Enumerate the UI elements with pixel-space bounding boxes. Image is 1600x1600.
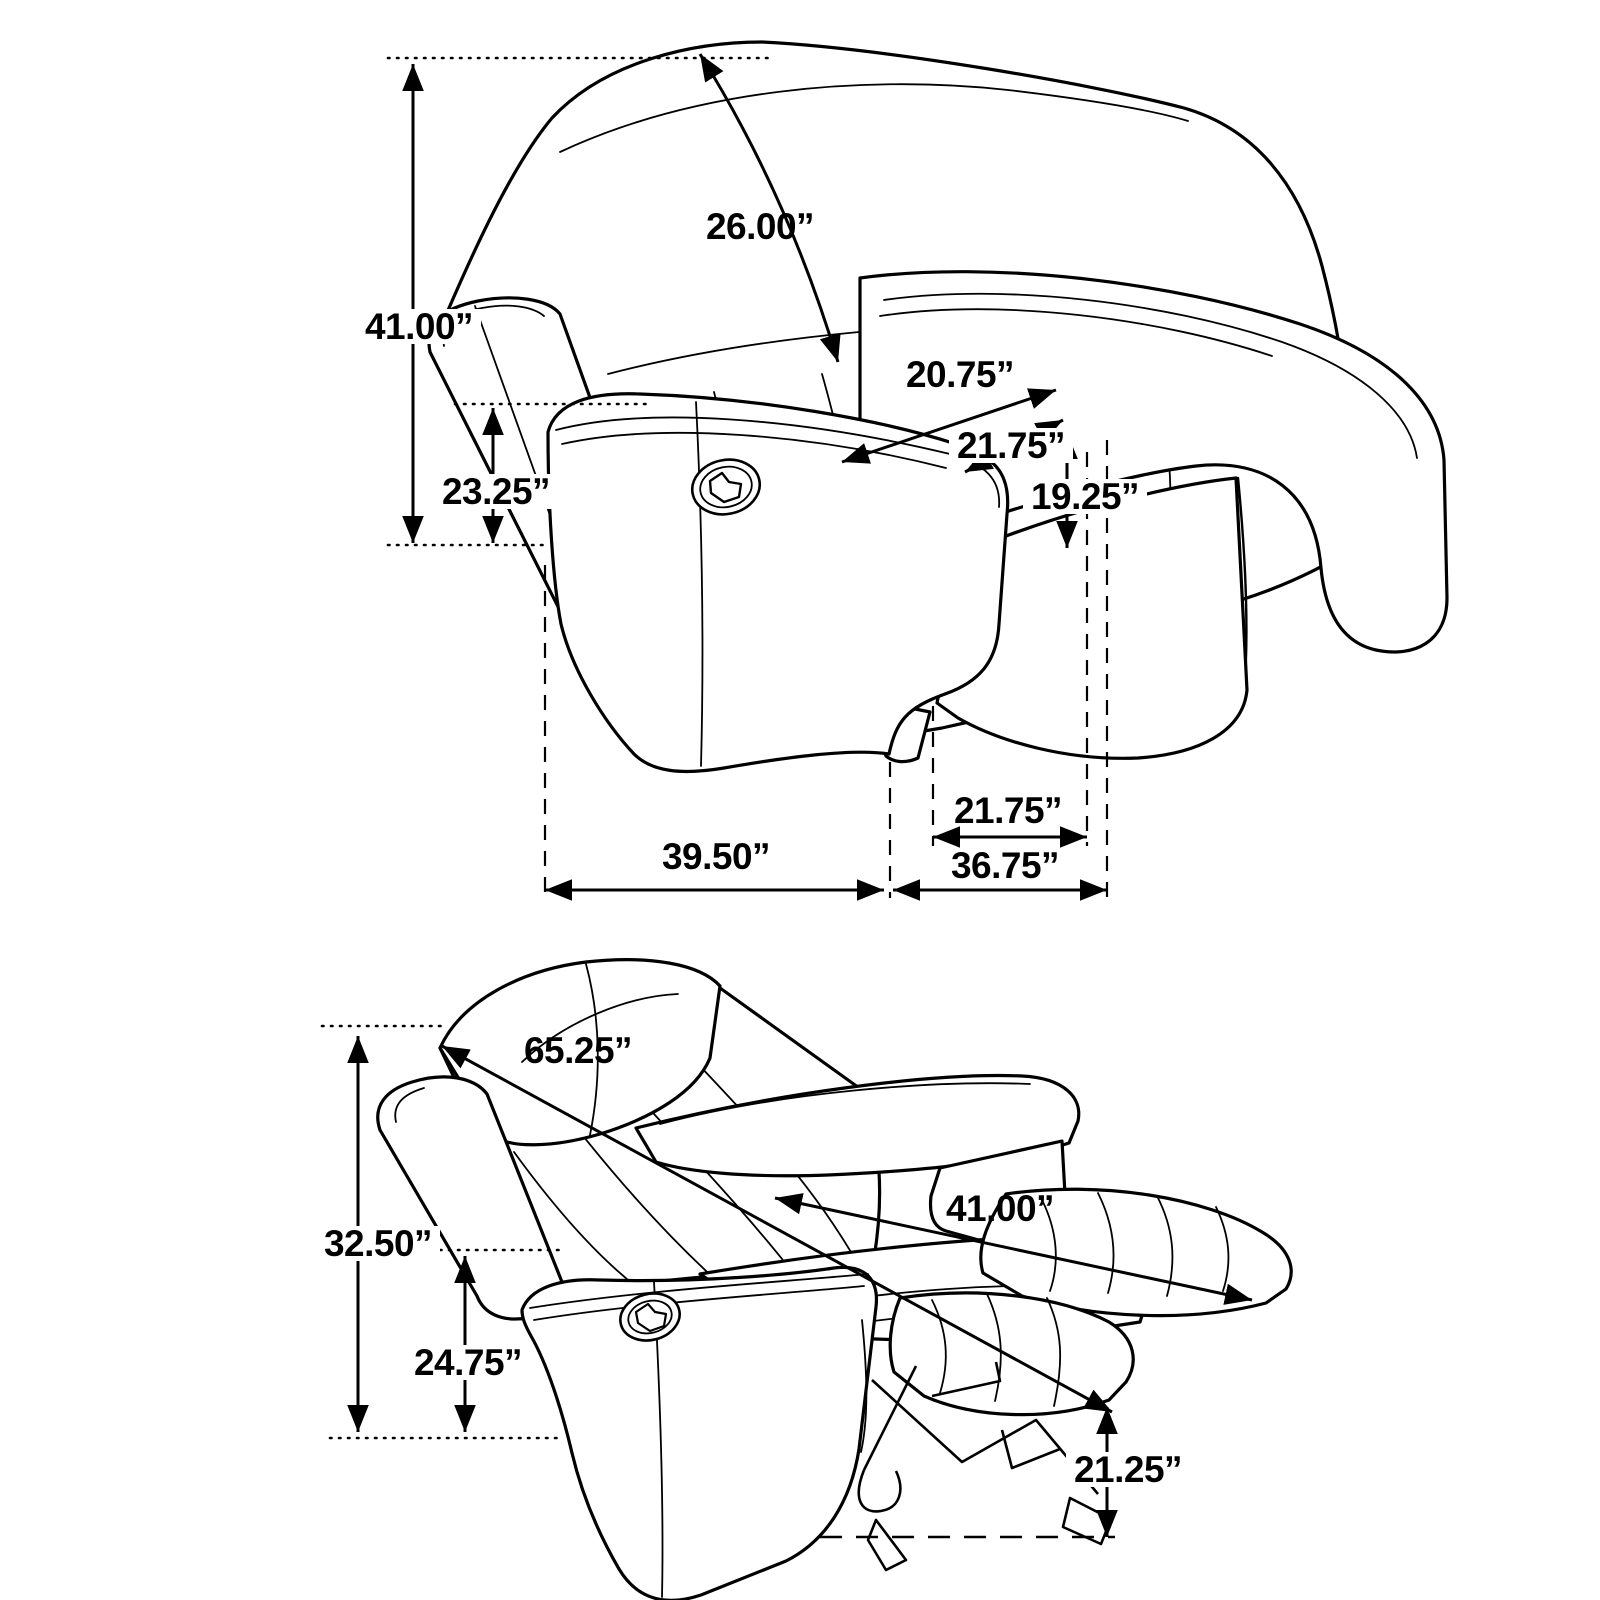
- dim-label-arm-height: 23.25”: [441, 471, 551, 512]
- dim-label-reclined-arm-height: 24.75”: [413, 1342, 523, 1383]
- dim-label-back-width: 26.00”: [705, 206, 815, 247]
- reclined-left-arm-panel: [522, 1267, 876, 1600]
- dim-label-base-depth: 21.75”: [953, 790, 1063, 831]
- dim-label-back-to-footrest: 41.00”: [945, 1188, 1055, 1229]
- upright-recliner-illustration: [429, 42, 1447, 771]
- dim-label-seat-depth: 21.75”: [956, 425, 1066, 466]
- dim-label-overall-depth: 36.75”: [950, 845, 1060, 886]
- dim-label-seat-height: 19.25”: [1030, 476, 1140, 517]
- dim-label-overall-height: 41.00”: [364, 306, 474, 347]
- dim-label-overall-width: 39.50”: [661, 836, 771, 877]
- dim-label-reclined-length: 65.25”: [523, 1030, 633, 1071]
- dim-label-footrest-height: 21.25”: [1073, 1449, 1183, 1490]
- dim-label-seat-width: 20.75”: [905, 354, 1015, 395]
- dim-label-reclined-height: 32.50”: [323, 1223, 433, 1264]
